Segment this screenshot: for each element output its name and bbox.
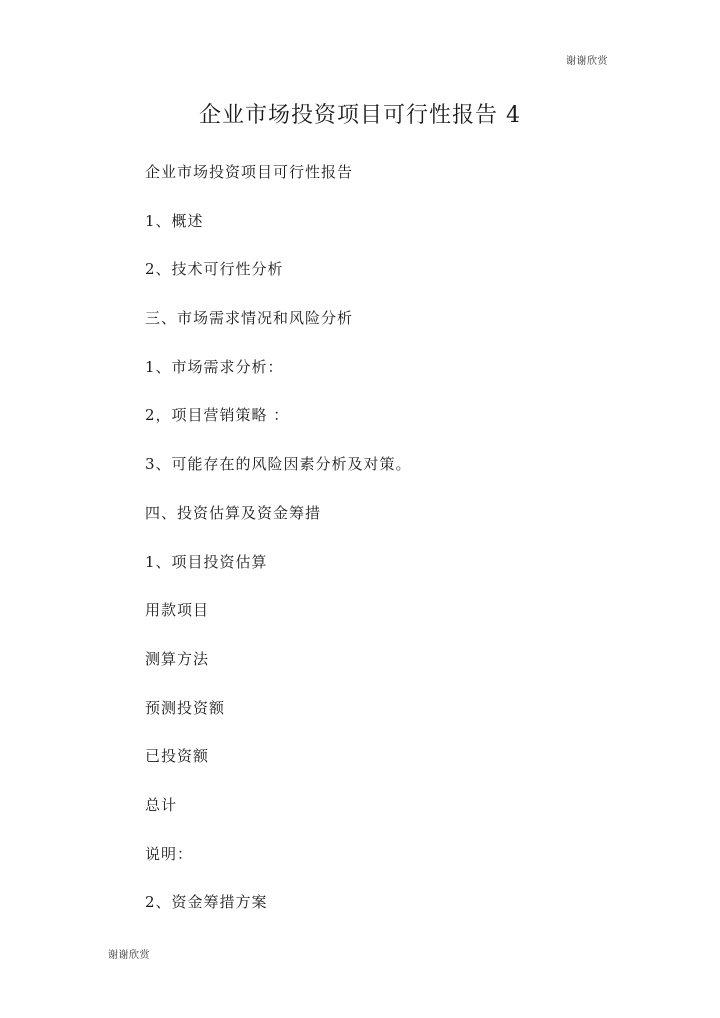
body-line: 1、概述 — [145, 211, 204, 230]
document-title: 企业市场投资项目可行性报告 4 — [199, 103, 521, 128]
body-line: 预测投资额 — [145, 698, 226, 717]
body-line: 说明： — [145, 844, 194, 863]
body-line: 总计 — [145, 795, 178, 814]
page-footer-note: 谢谢欣赏 — [108, 950, 150, 961]
document-body — [145, 160, 412, 939]
body-line: 3、可能存在的风险因素分析及对策。 — [145, 455, 412, 474]
body-line: 三、市场需求情况和风险分析 — [145, 309, 354, 328]
body-line: 四、投资估算及资金筹措 — [145, 503, 322, 522]
body-line: 用款项目 — [145, 601, 210, 620]
page-header-note: 谢谢欣赏 — [566, 56, 608, 67]
body-line: 2、资金筹措方案 — [145, 893, 268, 912]
body-line: 已投资额 — [145, 747, 210, 766]
body-line: 2，项目营销策略 ： — [145, 406, 290, 425]
body-line: 1、项目投资估算 — [145, 552, 268, 571]
body-line: 1、市场需求分析： — [145, 357, 284, 376]
body-line: 企业市场投资项目可行性报告 — [145, 163, 354, 181]
body-line: 测算方法 — [145, 649, 210, 668]
body-line: 2、技术可行性分析 — [145, 260, 284, 279]
